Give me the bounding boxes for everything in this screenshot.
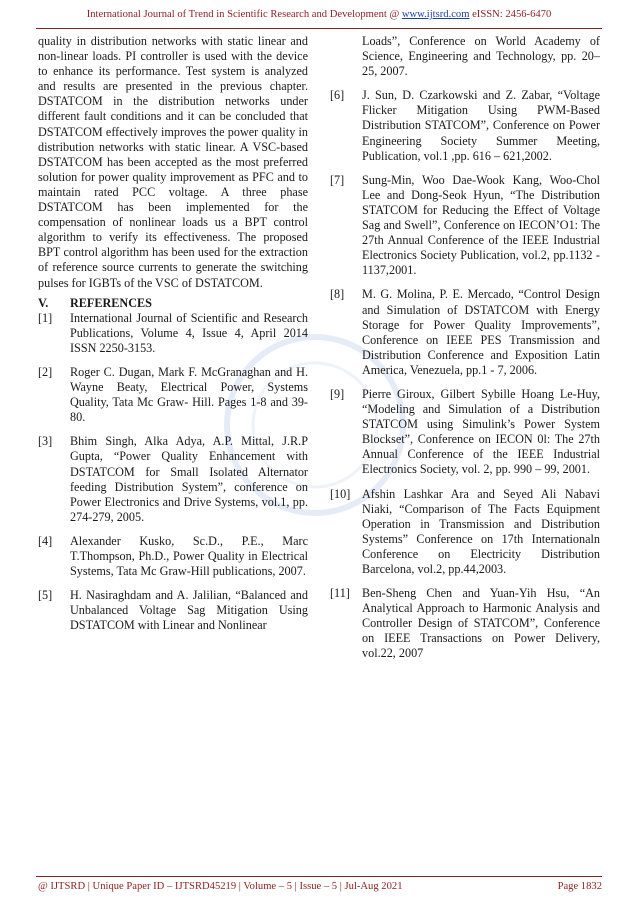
journal-url-link[interactable]: www.ijtsrd.com	[401, 9, 470, 20]
reference-number: [10]	[330, 486, 351, 501]
reference-text: Afshin Lashkar Ara and Seyed Ali Nabavi Niaki, “Comparison of The Facts Equipment Operation in Transmission and Distribution Systems” Conference on 17th Internationaln Conference on Electricity Distribution Barcelona, vol.2, pp.44,2003.	[362, 486, 600, 576]
reference-number: [3]	[38, 434, 53, 449]
reference-number: [7]	[330, 172, 345, 187]
reference-text: Bhim Singh, Alka Adya, A.P. Mittal, J.R.P Gupta, “Power Quality Enhancement with DSTATCOM for Small Isolated Alternator feeding Distribution System”, conference on Power Electronics and Drive Systems, vol.1, pp. 274-279, 2005.	[70, 434, 308, 524]
running-footer	[38, 881, 602, 892]
journal-name: International Journal of Trend in Scientific Research and Development @	[86, 9, 402, 20]
reference-text: J. Sun, D. Czarkowski and Z. Zabar, “Voltage Flicker Mitigation Using PWM-Based Distribution STATCOM”, Conference on Power Engineering Society Summer Meeting, Publication, vol.1 ,pp. 616 – 621,2002.	[362, 88, 600, 163]
reference-text: H. Nasiraghdam and A. Jalilian, “Balanced and Unbalanced Voltage Sag Mitigation Using DSTATCOM with Linear and Nonlinear	[70, 588, 308, 633]
reference-number: [8]	[330, 287, 345, 302]
reference-number: [11]	[330, 586, 350, 601]
reference-item	[330, 88, 600, 163]
reference-number: [4]	[38, 533, 53, 548]
reference-number: [2]	[38, 364, 53, 379]
reference-item	[330, 173, 600, 279]
reference-number: [6]	[330, 88, 345, 103]
conclusion-paragraph: quality in distribution networks with static linear and non-linear loads. PI controller is used with the device to enhance its performance. Test system is analyzed and results are presented in the previous chapter. DSTATCOM in the distribution networks under different fault conditions and it can be concluded that DSTATCOM effectively improves the power quality in distribution networks with static linear. A VSC-based DSTATCOM has been accepted as the most preferred solution for power quality improvement as PFC and to maintain rated PCC voltage. A three phase DSTATCOM has been implemented for the compensation of nonlinear loads us a BPT control algorithm to verify its effectiveness. The proposed BPT control algorithm has been used for the extraction of reference source currents to generate the switching pulses for IGBTs of the VSC of DSTATCOM.	[38, 34, 308, 290]
reference-item	[38, 365, 308, 425]
left-column	[38, 34, 308, 642]
reference-text: Roger C. Dugan, Mark F. McGranaghan and H. Wayne Beaty, Electrical Power, Systems Quality, Tata Mc Graw- Hill. Pages 1-8 and 39-80.	[70, 364, 308, 425]
reference-item	[38, 534, 308, 579]
header-rule	[36, 28, 602, 29]
section-heading	[38, 296, 308, 311]
reference-item	[330, 586, 600, 661]
reference-text: Alexander Kusko, Sc.D., P.E., Marc T.Thompson, Ph.D., Power Quality in Electrical Systems, Tata Mc Graw-Hill publications, 2007.	[70, 533, 308, 579]
reference-number: [9]	[330, 386, 345, 401]
running-header	[0, 9, 638, 20]
reference-item	[330, 487, 600, 578]
reference-item	[38, 434, 308, 525]
section-title: REFERENCES	[70, 295, 152, 310]
reference-number: [5]	[38, 588, 53, 603]
reference-text: M. G. Molina, P. E. Mercado, “Control Design and Simulation of DSTATCOM with Energy Storage for Power Quality Improvements”, Conference on IEEE PES Transmission and Distribution Conference and Exposition Latin America, Venezuela, pp.1 - 7, 2006.	[362, 287, 600, 377]
footer-paper-info: @ IJTSRD | Unique Paper ID – IJTSRD45219 | Volume – 5 | Issue – 5 | Jul-Aug 2021	[38, 881, 403, 892]
page-number: Page 1832	[557, 881, 602, 892]
reference-text: Pierre Giroux, Gilbert Sybille Hoang Le-Huy, “Modeling and Simulation of a Distribution STATCOM using Simulink’s Power System Blockset”, Conference on IECON 0l: The 27th Annual Conference of the IEEE Industrial Electronics Society, vol. 2, pp. 990 – 99, 2001.	[362, 386, 600, 477]
reference-item	[38, 588, 308, 633]
reference-item	[330, 387, 600, 478]
footer-rule	[36, 876, 602, 877]
issn: eISSN: 2456-6470	[469, 9, 552, 20]
reference-text: Ben-Sheng Chen and Yuan-Yih Hsu, “An Analytical Approach to Harmonic Analysis and Controller Design of STATCOM”, Conference on IEEE Transactions on Power Delivery, vol.22, 2007	[362, 586, 600, 661]
reference-item	[38, 311, 308, 356]
reference-text: Sung-Min, Woo Dae-Wook Kang, Woo-Chol Lee and Dong-Seok Hyun, “The Distribution STATCOM for Reducing the Effect of Voltage Sag and Swell”, Conference on IECON’O1: The 27th Annual Conference of the IEEE Industrial Electronics Society Publication, vol.2, pp.1132 - 1137,2001.	[362, 172, 600, 278]
section-number: V.	[38, 295, 49, 310]
reference-continuation: Loads”, Conference on World Academy of Science, Engineering and Technology, pp. 20–25, 2007.	[362, 34, 600, 79]
right-column	[330, 34, 600, 671]
reference-item	[330, 287, 600, 378]
reference-number: [1]	[38, 310, 53, 325]
reference-text: International Journal of Scientific and Research Publications, Volume 4, Issue 4, April 2014 ISSN 2250-3153.	[70, 310, 308, 355]
